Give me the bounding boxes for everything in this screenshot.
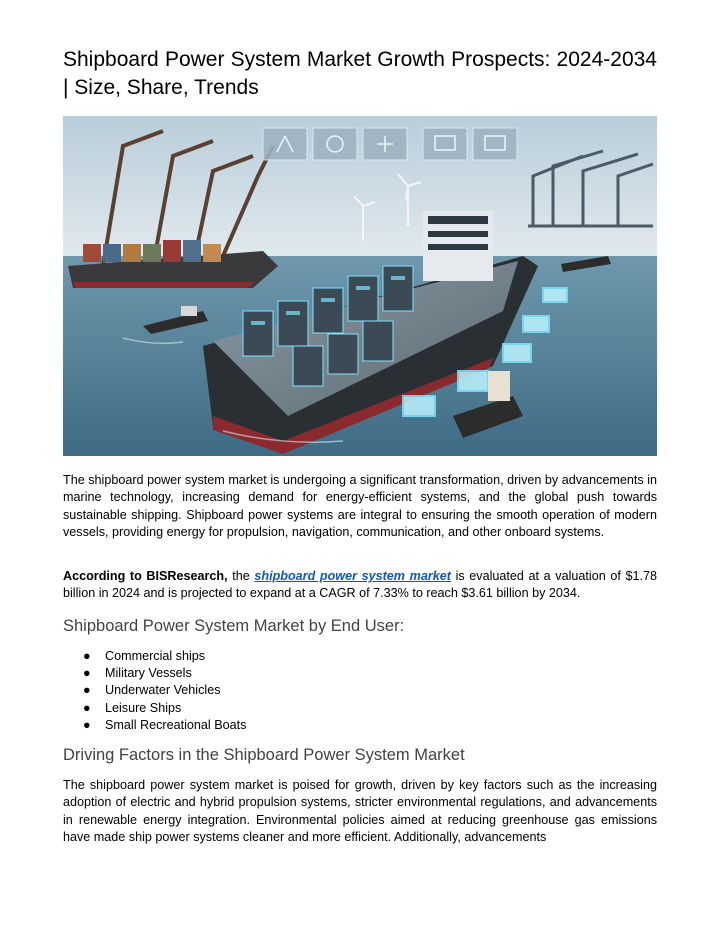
hero-image <box>63 116 657 456</box>
bullet-icon: ● <box>83 700 91 715</box>
page-title: Shipboard Power System Market Growth Prospects: 2024-2034 | Size, Share, Trends <box>63 48 657 99</box>
list-item: ● Small Recreational Boats <box>63 717 246 734</box>
intro-paragraph: The shipboard power system market is undergoing a significant transformation, driven by advancements in marine technology, increasing demand for energy-efficient systems, and the global push towards sustainable shipping. Shipboard power systems are integral to ensuring the smooth operation of modern vessels, providing energy for propulsion, navigation, communication, and other onboard systems. <box>63 473 657 540</box>
valuation-paragraph <box>63 568 657 603</box>
end-user-list <box>63 648 246 734</box>
list-item: ● Leisure Ships <box>63 700 246 717</box>
market-report-link[interactable]: shipboard power system market <box>254 569 451 583</box>
list-item: ● Military Vessels <box>63 665 246 682</box>
bullet-icon: ● <box>83 666 91 681</box>
list-item: ● Underwater Vehicles <box>63 682 246 699</box>
driving-factors-heading: Driving Factors in the Shipboard Power System Market <box>63 746 465 764</box>
end-user-heading: Shipboard Power System Market by End User: <box>63 617 405 635</box>
valuation-text: is evaluated at a valuation of $1.78 billion in 2024 and is projected to expand at a CAGR of 7.33% to reach $3.61 billion by 2034. <box>63 569 657 601</box>
bullet-icon: ● <box>83 649 91 663</box>
bullet-icon: ● <box>83 683 91 698</box>
bullet-icon: ● <box>83 717 91 732</box>
ship-illustration <box>63 116 657 456</box>
list-item: ● Commercial ships <box>63 648 246 665</box>
driving-factors-paragraph: The shipboard power system market is poised for growth, driven by key factors such as the increasing adoption of electric and hybrid propulsion systems, stricter environmental regulations, and advancements in renewable energy integration. Environmental policies aimed at reducing greenhouse gas emissions have made ship power systems cleaner and more efficient. Additionally, advancements <box>63 778 657 845</box>
valuation-connector: the <box>227 569 255 583</box>
source-label: According to BISResearch, <box>63 569 228 583</box>
